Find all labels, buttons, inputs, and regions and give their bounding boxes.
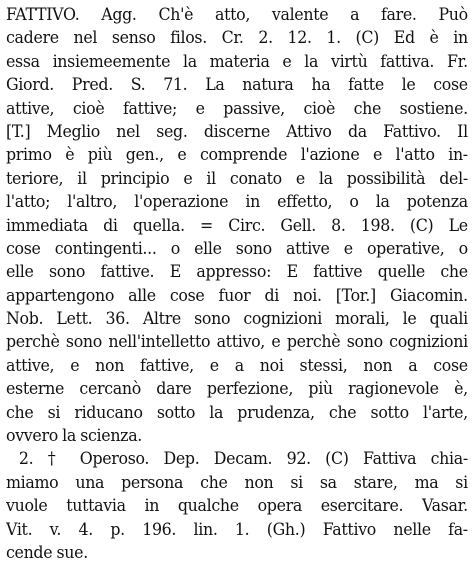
entry-line-8: teriore, il principio e il conato e la possibilità del- [6,168,468,189]
entry-line-16: attive, e non fattive, e a noi stessi, non a cose [6,355,468,376]
entry-line-9: l'atto; l'altro, l'operazione in effetto, o la potenza [6,192,468,213]
entry-line-18: che si riducano sotto la prudenza, che sotto l'arte, [6,402,468,423]
entry-line-6: [T.] Meglio nel seg. discerne Attivo da Fattivo. Il [6,121,468,142]
entry-line-5: attive, cioè fattive; e passive, cioè che sostiene. [6,98,468,119]
entry-line-20: 2. † Operoso. Dep. Decam. 92. (C) Fattiva chia- [18,449,468,470]
entry-line-17: esterne cercanò dare perfezione, più ragionevole è, [6,379,468,400]
entry-line-1: FATTIVO. Agg. Ch'è atto, valente a fare. Può [6,5,468,25]
entry-line-3: essa insiemeemente la materia e la virtù fattiva. Fr. [6,51,468,72]
entry-line-23: Vit. v. 4. p. 196. lin. 1. (Gh.) Fattivo nelle fa- [6,519,468,540]
entry-line-24: cende sue. [6,542,88,563]
entry-line-14: Nob. Lett. 36. Altre sono cognizioni morali, le quali [6,309,468,330]
entry-line-19: ovvero la scienza. [6,426,143,447]
entry-line-15: perchè sono nell'intelletto attivo, e perchè sono cognizioni [6,332,468,353]
dictionary-entry [6,4,468,565]
entry-line-11: cose contingenti... o elle sono attive e operative, o [6,238,468,259]
entry-line-10: immediata di quella. = Circ. Gell. 8. 198. (C) Le [6,215,468,236]
entry-line-7: primo è più gen., e comprende l'azione e l'atto in- [6,145,468,166]
entry-line-22: vuole tuttavia in qualche opera esercitare. Vasar. [6,496,468,517]
entry-line-4: Giord. Pred. S. 71. La natura ha fatte le cose [6,75,468,96]
entry-line-12: elle sono fattive. E appresso: E fattive quelle che [6,262,468,283]
entry-line-21: miamo una persona che non si sa stare, ma si [6,472,468,493]
entry-line-13: appartengono alle cose fuor di noi. [Tor.] Giacomin. [6,285,468,306]
entry-line-2: cadere nel senso filos. Cr. 2. 12. 1. (C) Ed è in [6,28,468,49]
